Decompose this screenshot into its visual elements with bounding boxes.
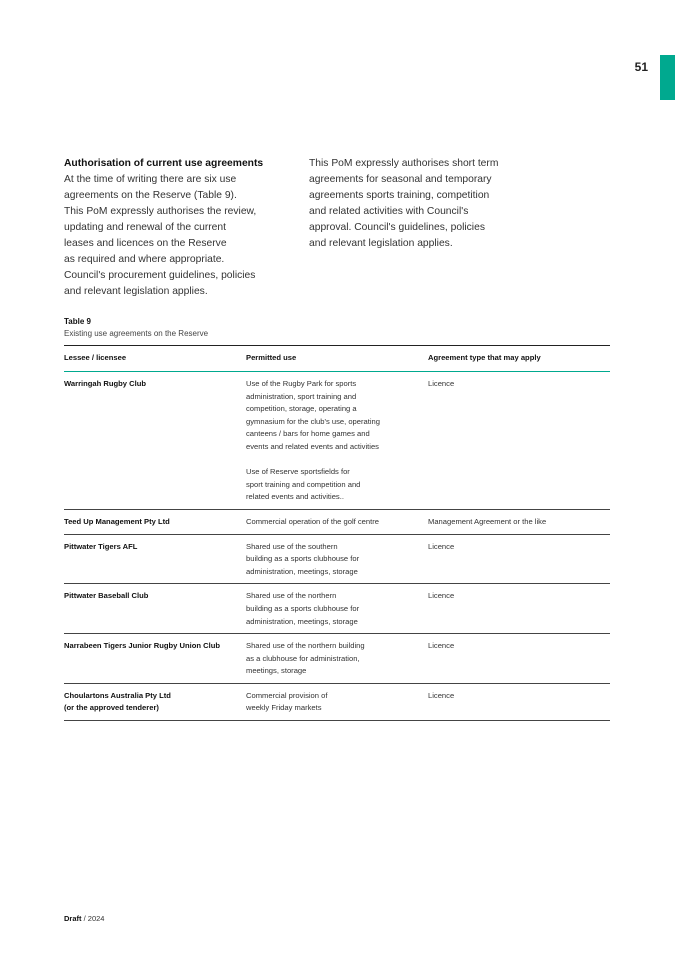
table-row xyxy=(64,683,610,720)
permitted-use-line: Use of Reserve sportsfields for xyxy=(246,467,350,477)
text-line: and relevant legislation applies. xyxy=(309,238,453,249)
table-row xyxy=(64,509,610,534)
text-line: At the time of writing there are six use xyxy=(64,174,237,185)
cell-lessee xyxy=(64,372,246,510)
permitted-use-line: gymnasium for the club's use, operating xyxy=(246,416,380,426)
permitted-use-line: canteens / bars for home games and xyxy=(246,429,370,439)
permitted-use-line: Use of the Rugby Park for sports xyxy=(246,379,357,388)
permitted-use-line: Shared use of the northern building xyxy=(246,641,365,651)
cell-lessee xyxy=(64,634,246,684)
table-subtitle: Existing use agreements on the Reserve xyxy=(64,329,209,338)
table-row xyxy=(64,372,610,510)
permitted-use-line: related events and activities.. xyxy=(246,492,344,502)
lessee-line: Teed Up Management Pty Ltd xyxy=(64,516,170,526)
lessee-line: Narrabeen Tigers Junior Rugby Union Club xyxy=(64,641,220,651)
permitted-use-line: Commercial operation of the golf centre xyxy=(246,516,379,526)
text-line: This PoM expressly authorises the review, xyxy=(64,206,257,217)
cell-lessee xyxy=(64,534,246,584)
table-caption xyxy=(64,316,208,340)
page-footer xyxy=(64,914,104,923)
permitted-use-line: meetings, storage xyxy=(246,666,307,676)
table-row xyxy=(64,584,610,634)
cell-permitted-use xyxy=(246,584,428,634)
permitted-use-line: Commercial provision of xyxy=(246,690,328,700)
text-line: This PoM expressly authorises short term xyxy=(309,158,499,169)
footer-status: Draft xyxy=(64,914,82,923)
cell-lessee xyxy=(64,509,246,534)
use-agreements-table xyxy=(64,345,610,721)
lessee-line: (or the approved tenderer) xyxy=(64,703,159,713)
cell-permitted-use xyxy=(246,534,428,584)
text-line: agreements sports training, competition xyxy=(309,190,490,201)
page-accent-tab xyxy=(660,55,675,100)
permitted-use-line: administration, meetings, storage xyxy=(246,616,358,626)
lessee-line: Choulartons Australia Pty Ltd xyxy=(64,690,171,700)
cell-agreement-type: Licence xyxy=(428,584,610,634)
cell-permitted-use xyxy=(246,683,428,720)
permitted-use-line: competition, storage, operating a xyxy=(246,404,357,414)
cell-agreement-type: Licence xyxy=(428,372,610,510)
text-line: approval. Council's guidelines, policies xyxy=(309,222,485,233)
lessee-line: Pittwater Tigers AFL xyxy=(64,541,138,551)
footer-year: 2024 xyxy=(87,914,105,923)
permitted-use-paragraph xyxy=(246,640,428,678)
intro-right-text xyxy=(309,156,531,252)
cell-permitted-use xyxy=(246,634,428,684)
permitted-use-line: administration, sport training and xyxy=(246,391,357,401)
permitted-use-line: as a clubhouse for administration, xyxy=(246,653,360,663)
text-line: agreements on the Reserve (Table 9). xyxy=(64,190,237,201)
permitted-use-line: building as a sports clubhouse for xyxy=(246,603,360,613)
footer-separator: / xyxy=(81,914,88,923)
permitted-use-line: building as a sports clubhouse for xyxy=(246,554,360,564)
cell-agreement-type: Management Agreement or the like xyxy=(428,509,610,534)
text-line: as required and where appropriate. xyxy=(64,254,225,265)
cell-lessee xyxy=(64,584,246,634)
permitted-use-paragraph xyxy=(246,516,428,529)
page-number: 51 xyxy=(634,60,648,74)
intro-left-text xyxy=(64,172,286,300)
intro-right-column xyxy=(309,156,531,252)
permitted-use-paragraph xyxy=(246,466,428,504)
permitted-use-paragraph xyxy=(246,690,428,715)
text-line: updating and renewal of the current xyxy=(64,222,227,233)
intro-left-column xyxy=(64,156,286,300)
text-line: leases and licences on the Reserve xyxy=(64,238,227,249)
permitted-use-line: administration, meetings, storage xyxy=(246,566,358,576)
cell-lessee xyxy=(64,683,246,720)
lessee-line: Pittwater Baseball Club xyxy=(64,591,149,601)
permitted-use-paragraph xyxy=(246,590,428,628)
permitted-use-line: Shared use of the northern xyxy=(246,591,337,601)
header-agreement-type: Agreement type that may apply xyxy=(428,346,610,372)
permitted-use-line: events and related events and activities xyxy=(246,441,379,451)
header-permitted-use: Permitted use xyxy=(246,346,428,372)
cell-permitted-use xyxy=(246,372,428,510)
text-line: and related activities with Council's xyxy=(309,206,469,217)
table-row xyxy=(64,634,610,684)
section-heading: Authorisation of current use agreements xyxy=(64,158,264,169)
cell-agreement-type: Licence xyxy=(428,683,610,720)
text-line: and relevant legislation applies. xyxy=(64,286,208,297)
cell-agreement-type: Licence xyxy=(428,534,610,584)
cell-permitted-use xyxy=(246,509,428,534)
permitted-use-line: weekly Friday markets xyxy=(246,703,322,713)
lessee-line: Warringah Rugby Club xyxy=(64,379,146,388)
permitted-use-line: sport training and competition and xyxy=(246,479,361,489)
permitted-use-line: Shared use of the southern xyxy=(246,541,338,551)
table-row xyxy=(64,534,610,584)
text-line: agreements for seasonal and temporary xyxy=(309,174,492,185)
cell-agreement-type: Licence xyxy=(428,634,610,684)
table-header-row xyxy=(64,346,610,372)
permitted-use-paragraph xyxy=(246,378,428,454)
table-label: Table 9 xyxy=(64,317,91,326)
permitted-use-paragraph xyxy=(246,541,428,579)
text-line: Council's procurement guidelines, policies xyxy=(64,270,256,281)
table-body xyxy=(64,372,610,721)
header-lessee: Lessee / licensee xyxy=(64,346,246,372)
